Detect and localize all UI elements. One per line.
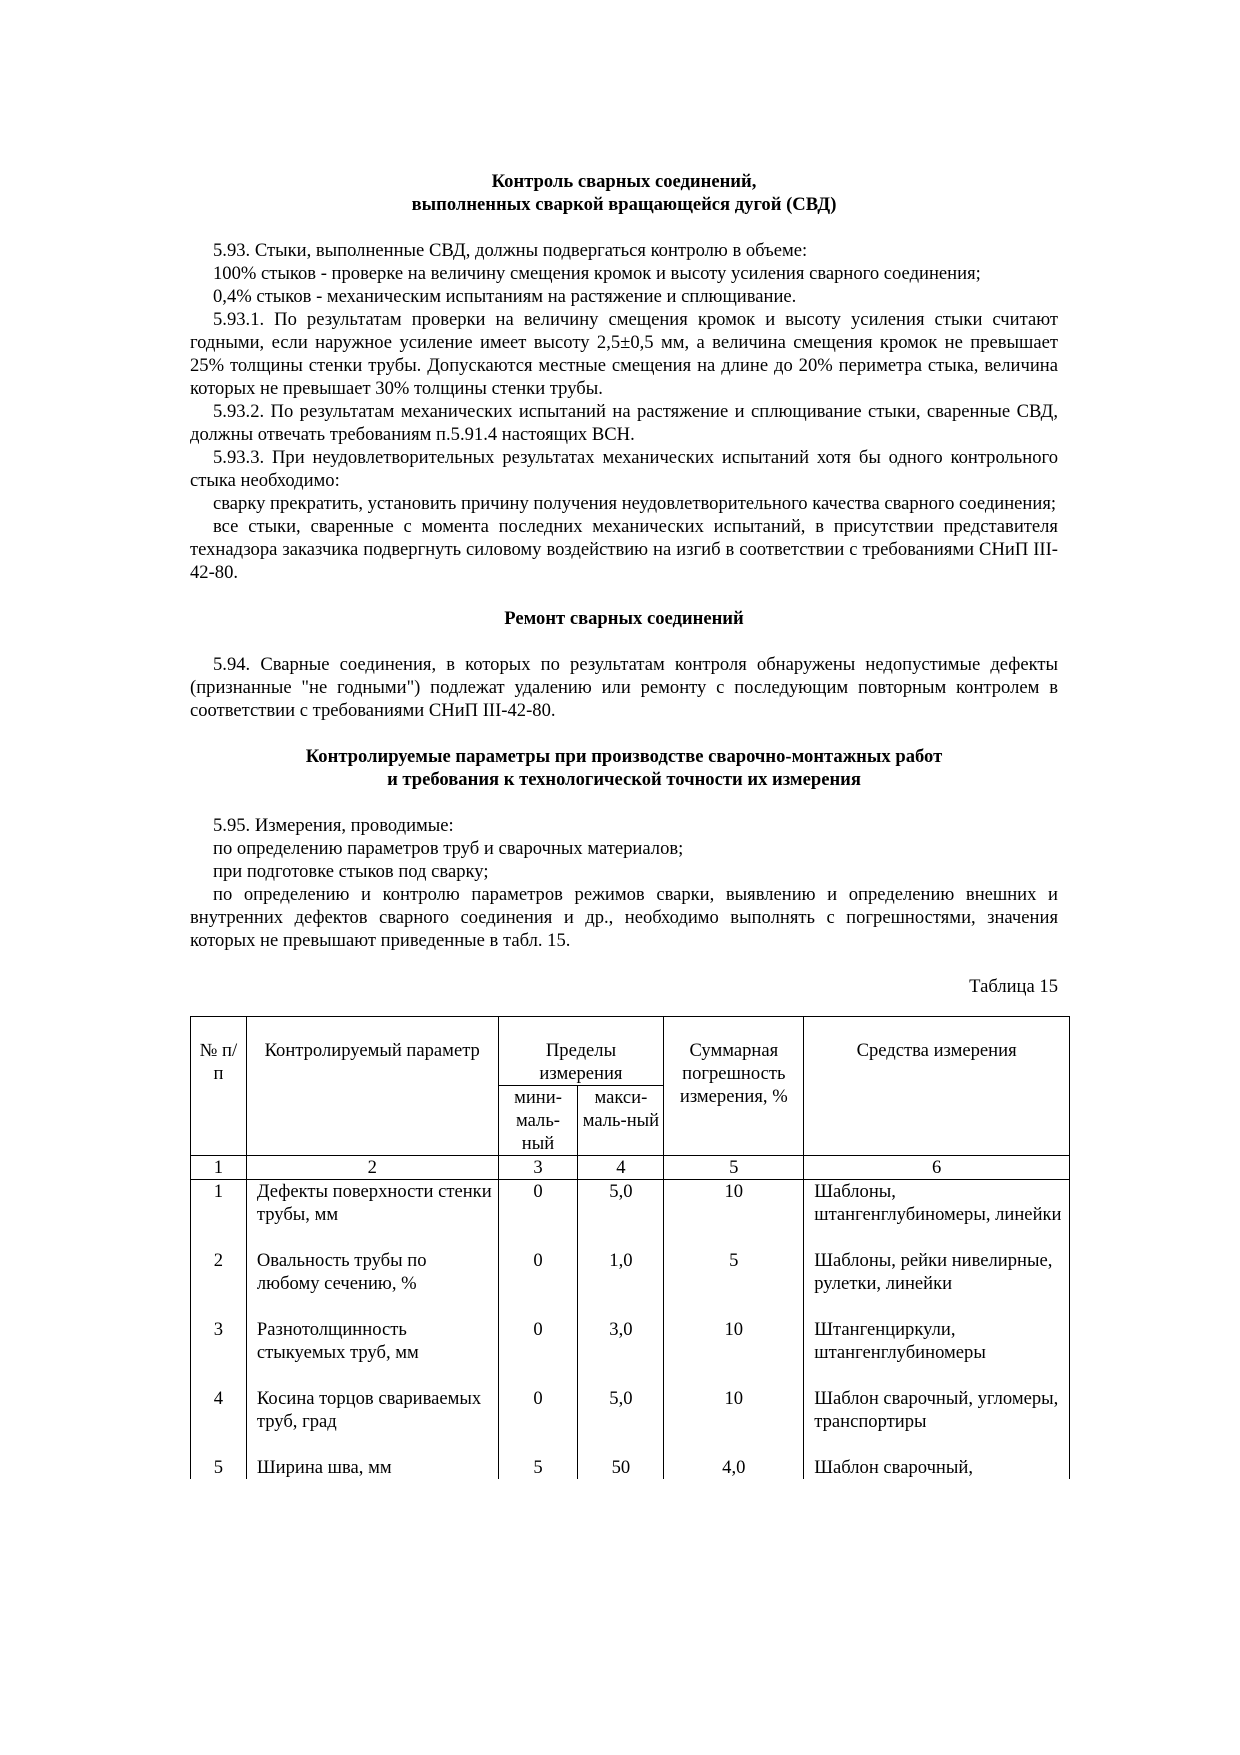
table-row [191,1180,1070,1250]
paragraph: сварку прекратить, установить причину получения неудовлетворительного качества сварного соединения; [213,493,1057,514]
cell-tools: Шаблон сварочный, [804,1456,1070,1479]
paragraph: 5.93.1. По результатам проверки на величину смещения кромок и высоту усиления стыки считают годными, если наружное усиление имеет высоту 2,5±0,5 мм, а величина смещения кромок не превышает 25% толщины стенки трубы. Допускаются местные смещения на длине до 20% периметра стыка, величина которых не превышает 30% толщины стенки трубы. [190,309,1058,399]
cell-tools: Шаблоны, рейки нивелирные, рулетки, линейки [804,1249,1070,1318]
cell-min: 5 [498,1456,578,1479]
cell-error: 5 [664,1249,804,1318]
paragraph: 0,4% стыков - механическим испытаниям на растяжение и сплющивание. [213,286,797,307]
cell-num: 4 [191,1387,247,1456]
header-tools: Средства измерения [804,1017,1070,1156]
cell-num: 2 [191,1249,247,1318]
header-error: Суммарная погрешность измерения, % [664,1017,804,1156]
column-number: 1 [191,1156,247,1180]
paragraph: 5.93. Стыки, выполненные СВД, должны подвергаться контролю в объеме: [213,240,808,261]
cell-param: Косина торцов свариваемых труб, град [246,1387,498,1456]
cell-max: 5,0 [578,1387,664,1456]
cell-error: 10 [664,1387,804,1456]
table-row [191,1387,1070,1456]
header-min: мини-маль-ный [498,1086,578,1156]
paragraph: при подготовке стыков под сварку; [213,861,489,882]
cell-num: 3 [191,1318,247,1387]
cell-tools: Шаблоны, штангенглубиномеры, линейки [804,1180,1070,1250]
table-row [191,1249,1070,1318]
table-row [191,1456,1070,1479]
cell-error: 10 [664,1318,804,1387]
cell-max: 50 [578,1456,664,1479]
cell-min: 0 [498,1180,578,1250]
column-number: 4 [578,1156,664,1180]
paragraph: 5.93.2. По результатам механических испытаний на растяжение и сплющивание стыки, сваренные СВД, должны отвечать требованиям п.5.91.4 настоящих ВСН. [190,401,1058,445]
cell-error: 10 [664,1180,804,1250]
paragraph: 5.93.3. При неудовлетворительных результатах механических испытаний хотя бы одного контрольного стыка необходимо: [190,447,1058,491]
section2-paragraphs [190,653,1058,722]
cell-max: 3,0 [578,1318,664,1387]
paragraph: 5.95. Измерения, проводимые: [213,815,454,836]
cell-min: 0 [498,1318,578,1387]
paragraph: все стыки, сваренные с момента последних механических испытаний, в присутствии представителя технадзора заказчика подвергнуть силовому воздействию на изгиб в соответствии с требованиями СНиП III-42-80. [190,516,1058,583]
header-max: макси-маль-ный [578,1086,664,1156]
cell-tools: Штангенциркули, штангенглубиномеры [804,1318,1070,1387]
cell-error: 4,0 [664,1456,804,1479]
section-title-controlled-parameters: Контролируемые параметры при производстве сварочно-монтажных работ и требования к технологической точности их измерения [305,746,943,790]
section-title-repair: Ремонт сварных соединений [504,608,744,629]
cell-param: Разнотолщинность стыкуемых труб, мм [246,1318,498,1387]
cell-param: Овальность трубы по любому сечению, % [246,1249,498,1318]
paragraph: 100% стыков - проверке на величину смещения кромок и высоту усиления сварного соединения; [213,263,981,284]
cell-param: Ширина шва, мм [246,1456,498,1479]
cell-min: 0 [498,1387,578,1456]
cell-tools: Шаблон сварочный, угломеры, транспортиры [804,1387,1070,1456]
header-limits: Пределы измерения [498,1017,664,1086]
cell-num: 1 [191,1180,247,1250]
column-number: 3 [498,1156,578,1180]
section1-paragraphs [190,239,1058,584]
cell-param: Дефекты поверхности стенки трубы, мм [246,1180,498,1250]
table-caption: Таблица 15 [969,976,1058,997]
paragraph: 5.94. Сварные соединения, в которых по результатам контроля обнаружены недопустимые дефекты (признанные "не годными") подлежат удалению или ремонту с последующим повторным контролем в соответствии с требованиями СНиП III-42-80. [190,654,1058,721]
cell-min: 0 [498,1249,578,1318]
cell-max: 1,0 [578,1249,664,1318]
table-row [191,1318,1070,1387]
column-number: 5 [664,1156,804,1180]
measurement-table [190,1016,1070,1479]
header-num: № п/п [191,1017,247,1156]
column-numbers-row [191,1156,1070,1180]
cell-num: 5 [191,1456,247,1479]
header-param: Контролируемый параметр [246,1017,498,1156]
column-number: 6 [804,1156,1070,1180]
column-number: 2 [246,1156,498,1180]
section3-paragraphs [190,814,1058,952]
paragraph: по определению и контролю параметров режимов сварки, выявлению и определению внешних и внутренних дефектов сварного соединения и др., необходимо выполнять с погрешностями, значения которых не превышают приведенные в табл. 15. [190,884,1058,951]
section-title-welded-joints-control: Контроль сварных соединений, выполненных сваркой вращающейся дугой (СВД) [411,171,837,215]
document-page [190,170,1062,1479]
paragraph: по определению параметров труб и сварочных материалов; [213,838,684,859]
cell-max: 5,0 [578,1180,664,1250]
